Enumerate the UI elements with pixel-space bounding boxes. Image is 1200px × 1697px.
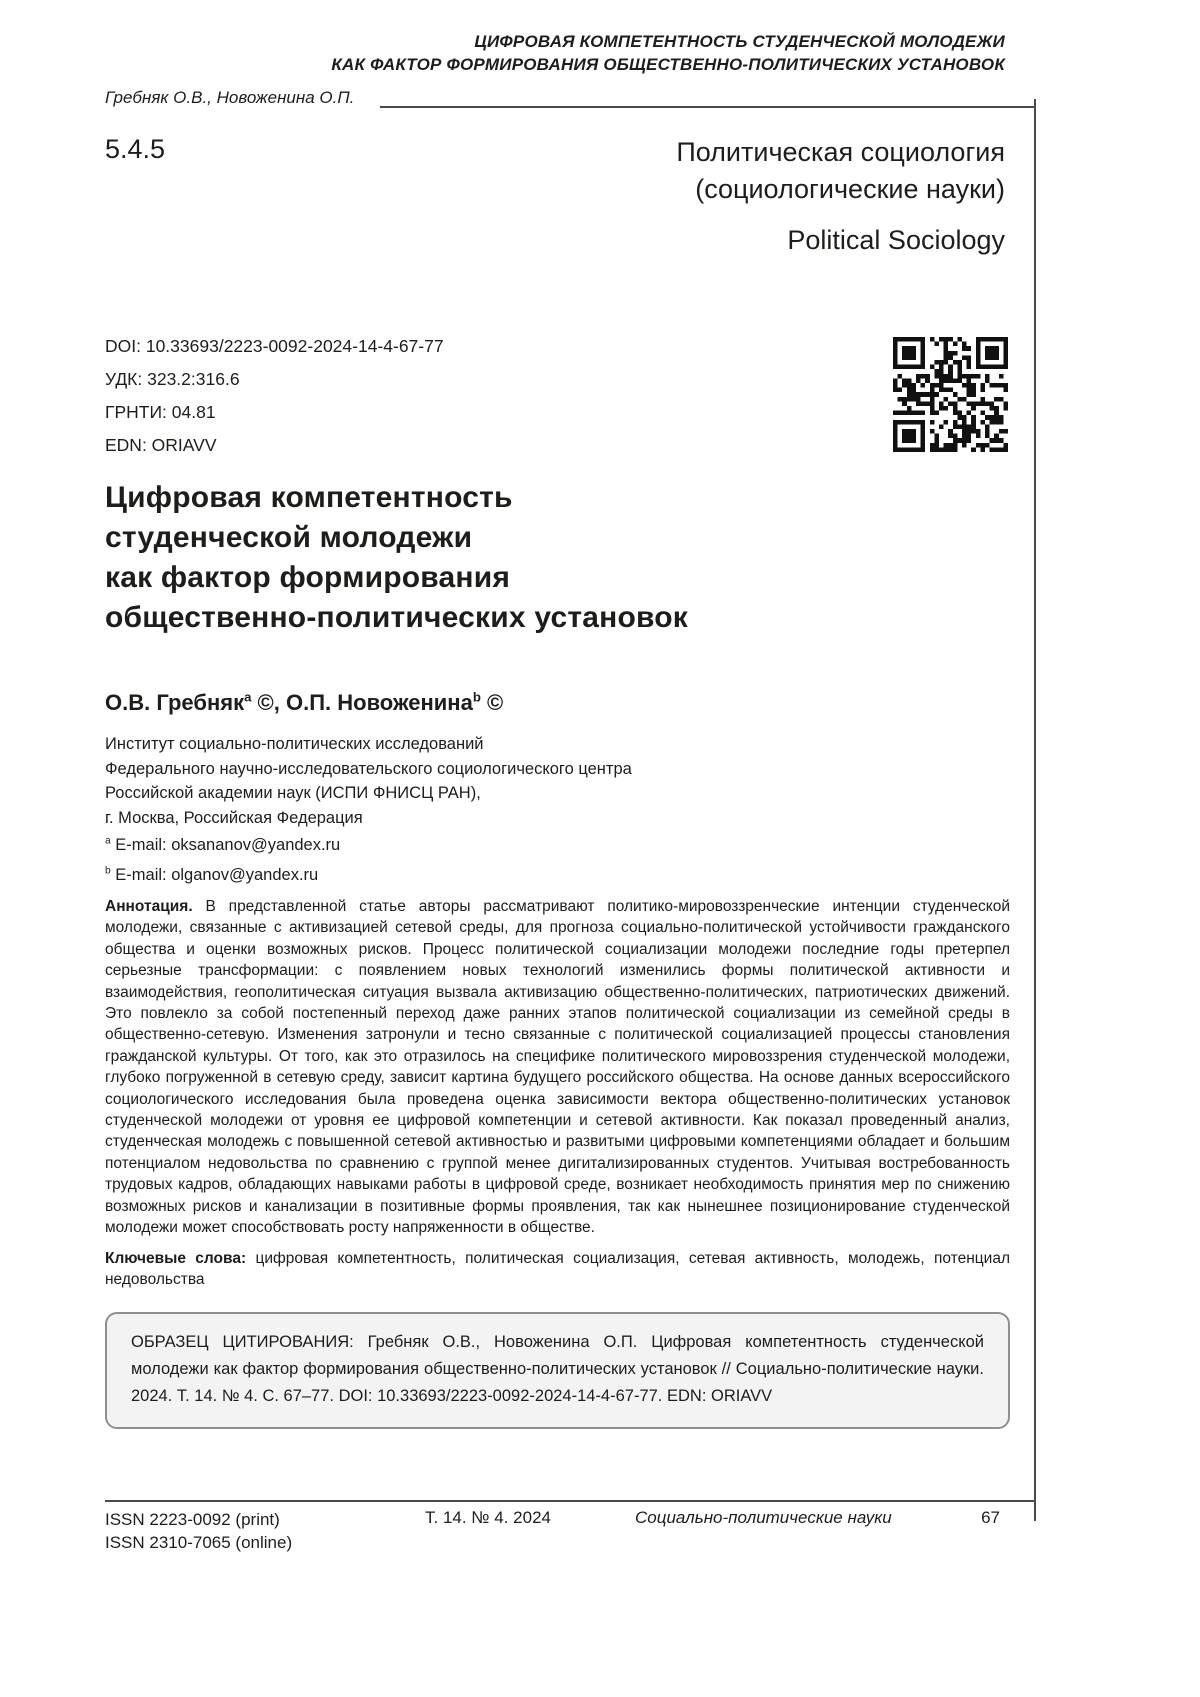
emails (105, 830, 340, 890)
section-name-ru-line1: Политическая социология (676, 137, 1005, 167)
doi-line: DOI: 10.33693/2223-0092-2024-14-4-67-77 (105, 336, 444, 356)
running-authors: Гребняк О.В., Новоженина О.П. (105, 88, 355, 107)
author-1-copyright: ©, (251, 690, 286, 715)
email-line-b (105, 860, 340, 890)
citation-box (105, 1312, 1010, 1429)
email-b-text: E-mail: olganov@yandex.ru (115, 866, 319, 884)
issn-online: ISSN 2310-7065 (online) (105, 1533, 293, 1552)
abstract-label: Аннотация. (105, 898, 193, 915)
page-number: 67 (981, 1508, 1000, 1527)
email-line-a (105, 830, 340, 860)
main-column (105, 896, 1010, 1429)
author-2-sup: b (472, 689, 481, 705)
footer-rule (105, 1500, 1035, 1502)
article-title: Цифровая компетентность студенческой молодежи как фактор формирования общественно-политических установок (105, 481, 688, 634)
keywords-label: Ключевые слова: (105, 1249, 247, 1267)
running-head (331, 30, 1005, 76)
email-a-sup: a (105, 835, 111, 847)
author-1-sup: a (244, 689, 252, 705)
keywords (105, 1248, 1010, 1291)
header-rule (380, 106, 1035, 108)
email-b-sup: b (105, 865, 111, 877)
footer-issn (105, 1508, 292, 1554)
grnti-line: ГРНТИ: 04.81 (105, 402, 216, 422)
footer-journal-name: Социально-политические науки (635, 1508, 892, 1527)
article-meta (105, 330, 444, 462)
udk-line: УДК: 323.2:316.6 (105, 369, 240, 389)
abstract-text: В представленной статье авторы рассматривают политико-мировоззренческие интенции студенческой молодежи, связанные с активизацией сетевой среды, для прогноза социально-политической устойчивости гражданского общества и оценки возможных рисков. Процесс политической социализации молодежи последние годы претерпел серьезные трансформации: с появлением новых технологий изменились формы политической активности и взаимодействия, геополитическая ситуация вызвала активизацию общественно-политических, патриотических движений. Это повлекло за собой постепенный переход даже ранних этапов политической социализации из семейной среды в общественно-сетевую. Изменения затронули и тесно связанные с политической социализацией процессы становления гражданской культуры. От того, как это отразилось на специфике политического мировоззрения студенческой молодежи, глубоко погруженной в сетевую среду, зависит картина будущего российского общества. На основе данных всероссийского социологического исследования была проведена оценка зависимости вектора общественно-политических установок студенческой молодежи от уровня ее цифровой компетенции и сетевой активности. Как показал проведенный анализ, студенческая молодежь с повышенной сетевой активностью и развитыми цифровыми компетенциями обладает и большим потенциалом недовольства по сравнению с группой менее дигитализированных студентов. Учитывая востребованность трудовых кадров, обладающих навыками работы в цифровой среде, возникает необходимость принятия мер по снижению возможных рисков и канализации в позитивные формы проявления, так как нынешнее позиционирование студенческой молодежи может способствовать росту напряженности в обществе. (105, 898, 1010, 1237)
author-1: О.В. Гребняк (105, 690, 245, 715)
section-name-ru-line2: (социологические науки) (695, 174, 1005, 204)
issn-print: ISSN 2223-0092 (print) (105, 1510, 280, 1529)
section-name-en: Political Sociology (787, 225, 1005, 255)
author-2-copyright: © (480, 690, 504, 715)
keywords-text: цифровая компетентность, политическая социализация, сетевая активность, молодежь, потенциал недовольства (105, 1249, 1010, 1288)
qr-code-icon (893, 337, 1008, 452)
citation-text: ОБРАЗЕЦ ЦИТИРОВАНИЯ: Гребняк О.В., Новоженина О.П. Цифровая компетентность студенческой молодежи как фактор формирования общественно-политических установок // Социально-политические науки. 2024. Т. 14. № 4. С. 67–77. DOI: 10.33693/2223-0092-2024-14-4-67-77. EDN: ORIAVV (131, 1333, 984, 1406)
right-margin-rule (1034, 99, 1036, 1521)
authors-line (105, 690, 503, 716)
running-head-line2: КАК ФАКТОР ФОРМИРОВАНИЯ ОБЩЕСТВЕННО-ПОЛИТИЧЕСКИХ УСТАНОВОК (331, 55, 1005, 74)
email-a-text: E-mail: oksananov@yandex.ru (115, 836, 341, 854)
affiliation: Институт социально-политических исследований Федерального научно-исследовательского социологического центра Российской академии наук (ИСПИ ФНИСЦ РАН), г. Москва, Российская Федерация (105, 735, 632, 827)
section-number: 5.4.5 (105, 134, 166, 164)
section-names (676, 134, 1005, 259)
author-2: О.П. Новоженина (285, 690, 473, 715)
footer-volume: Т. 14. № 4. 2024 (425, 1508, 551, 1527)
abstract (105, 896, 1010, 1239)
edn-line: EDN: ORIAVV (105, 435, 217, 455)
running-head-line1: ЦИФРОВАЯ КОМПЕТЕНТНОСТЬ СТУДЕНЧЕСКОЙ МОЛОДЕЖИ (474, 32, 1005, 51)
